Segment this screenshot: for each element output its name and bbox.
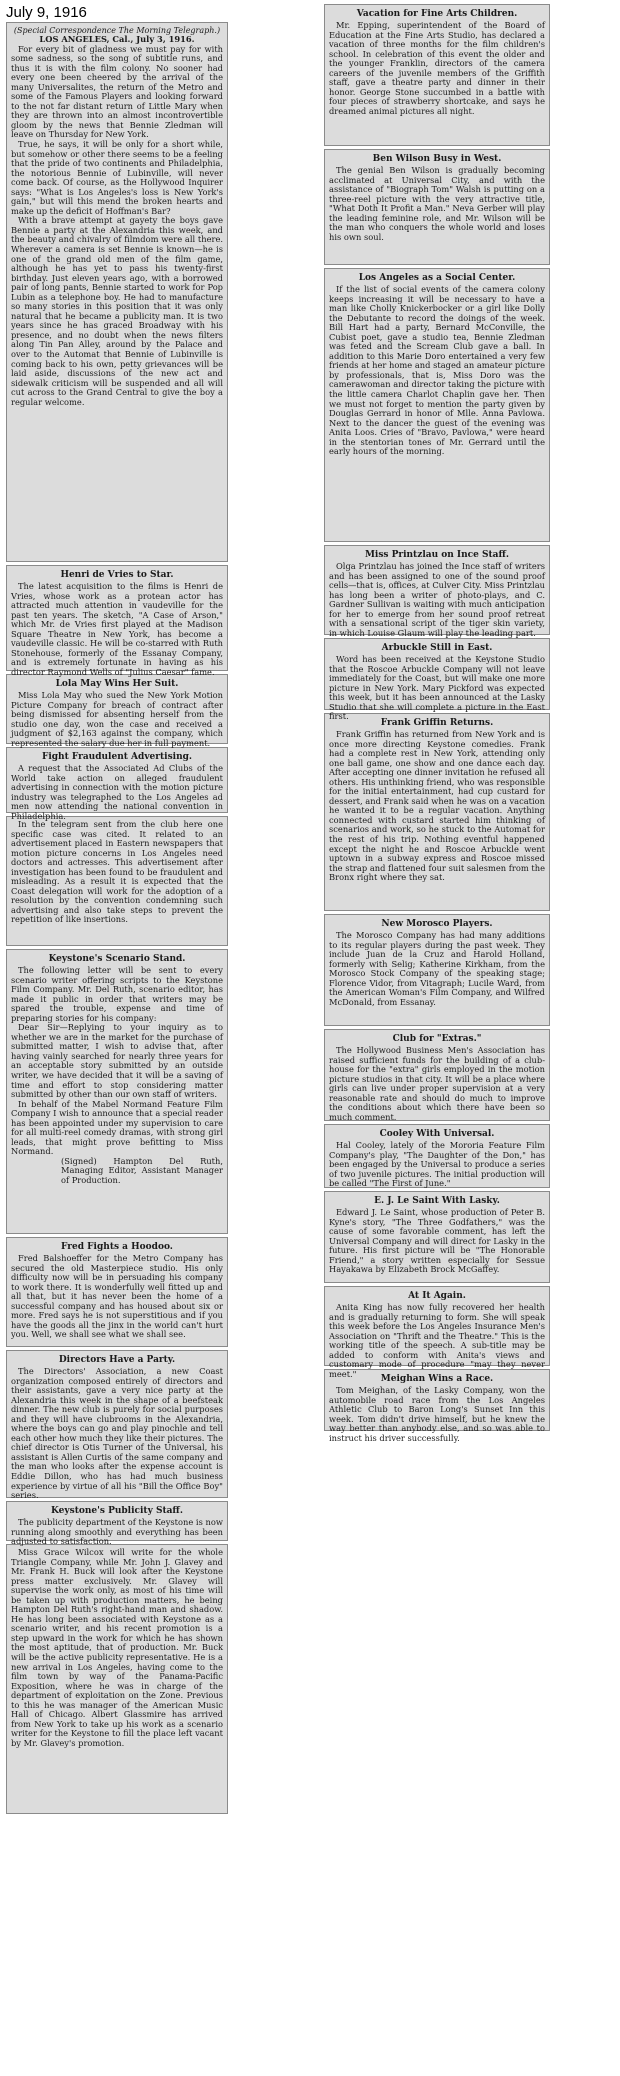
news-clipping bbox=[6, 1501, 228, 1547]
article-paragraph: Miss Lola May who sued the New York Motion Picture Company for breach of contract after being dismissed for absenting herself from the studio one day, won the case and received a judgment of $2,163 against the company, which represented the salary due her in full payment. bbox=[11, 690, 223, 748]
article-paragraph: Dear Sir—Replying to your inquiry as to whether we are in the market for the purchase of submitted matter, I wish to advise that, after having vainly searched for nearly three years for an acceptable story submitted by an outside writer, we have decided that it will be a saving of time and effort to stop considering matter submitted by other than our own staff of writers. bbox=[11, 1022, 223, 1100]
article-paragraph: Mr. Epping, superintendent of the Board of Education at the Fine Arts Studio, has declared a vacation of three months for the film children's school. In celebration of this event the older and the younger Franklin, directors of the camera careers of the juvenile members of the Griffith staff, gave a theatre party and dinner in their honor. George Stone succumbed in a battle with four pieces of strawberry shortcake, and says he dreamed animal pictures all night. bbox=[329, 20, 545, 116]
article-paragraph: (Signed) Hampton Del Ruth, Managing Editor, Assistant Manager of Production. bbox=[61, 1155, 223, 1186]
article-headline: Fight Fraudulent Advertising. bbox=[41, 752, 193, 762]
news-clipping bbox=[6, 1350, 228, 1501]
article-paragraph: The publicity department of the Keystone is now running along smoothly and everything has been adjusted to satisfaction. bbox=[11, 1517, 223, 1547]
article-paragraph: In behalf of the Mabel Normand Feature Film Company I wish to announce that a special reader has been appointed under my supervision to care for all multi-reel comedy dramas, with strong girl leads, that might prove befitting to Miss Normand. bbox=[11, 1098, 223, 1157]
article-paragraph: Anita King has now fully recovered her health and is gradually returning to form. She will speak this week before the Los Angeles Insurance Men's Association on "Thrift and the Theatre." This is the working title of the speech. A sub-title may be added to conform with Anita's views and customary mode of procedure "may they never meet." bbox=[329, 1302, 545, 1379]
article-paragraph: The Hollywood Business Men's Association has raised sufficient funds for the building of a club-house for the "extra" girls employed in the motion picture studios in that city. It will be a place where girls can live under proper supervision at a very reasonable rate and should do much to improve the conditions about which there have been so much comment. bbox=[329, 1045, 545, 1122]
article-headline: Los Angeles as a Social Center. bbox=[358, 273, 516, 283]
news-clipping bbox=[6, 949, 228, 1234]
article-paragraph: Fred Balshoeffer for the Metro Company has secured the old Masterpiece studio. His only difficulty now will be in persuading his company to work there. It is wonderfully well fitted up and all that, but it has never been the home of a successful company and has housed about six or more. Fred says he is not superstitious and if you have the goods all the jinx in the world can't hurt you. Well, we shall see what we shall see. bbox=[11, 1253, 223, 1340]
news-clipping bbox=[324, 1369, 550, 1443]
article-headline: Fred Fights a Hoodoo. bbox=[61, 1242, 173, 1252]
news-clipping bbox=[324, 1029, 550, 1121]
article-headline: Club for "Extras." bbox=[392, 1034, 482, 1044]
article-paragraph: A request that the Associated Ad Clubs of the World take action on alleged fraudulent advertising in connection with the motion picture industry was telegraphed to the Los Angeles ad men now attending the national convention in Philadelphia. bbox=[11, 763, 223, 821]
article-paragraph: True, he says, it will be only for a short while, but somehow or other there seems to be a feeling that the pride of two continents and Philadelphia, the notorious Bennie of Lubinville, will never come back. Of course, as the Hollywood Inquirer says: "What is Los Angeles's loss is New York's gain," but will this mend the broken hearts and make up the deficit of Hoffman's Bar? bbox=[11, 138, 223, 216]
news-clipping bbox=[324, 545, 550, 638]
correspondence-byline: (Special Correspondence The Morning Telegraph.) bbox=[13, 26, 221, 35]
news-clipping bbox=[6, 674, 228, 748]
article-paragraph: Word has been received at the Keystone Studio that the Roscoe Arbuckle Company will not leave immediately for the Coast, but will make one more picture in New York. Mary Pickford was expected this week, but it has been announced at the Lasky Studio that she will complete a picture in the East first. bbox=[329, 654, 545, 722]
article-dateline: LOS ANGELES, Cal., July 3, 1916. bbox=[39, 34, 195, 44]
news-clipping bbox=[6, 747, 228, 821]
right-column bbox=[324, 4, 550, 1443]
article-paragraph: The Morosco Company has had many additions to its regular players during the past week. They include Juan de la Cruz and Harold Holland, formerly with Selig; Katherine Kirkham, from the Morosco Stock Company of the speaking stage; Florence Vidor, from Vitagraph; Lucile Ward, from the American Woman's Film Company, and Wilfred McDonald, from Essanay. bbox=[329, 930, 545, 1007]
article-headline: Directors Have a Party. bbox=[58, 1355, 176, 1365]
news-clipping bbox=[324, 713, 550, 911]
news-clipping bbox=[6, 816, 228, 946]
article-headline: At It Again. bbox=[408, 1291, 466, 1301]
news-clipping bbox=[6, 1544, 228, 1814]
article-headline: Frank Griffin Returns. bbox=[380, 718, 494, 728]
article-headline: Henri de Vries to Star. bbox=[60, 570, 174, 580]
left-column bbox=[6, 22, 228, 1817]
article-paragraph: Frank Griffin has returned from New York and is once more directing Keystone comedies. Frank had a complete rest in New York, attending only one ball game, one show and one dance each day. After accepting one dinner invitation he refused all others. His unthinking friend, who was responsible for the initial entertainment, had cup custard for dessert, and Frank said when he was on a vacation he wanted it to be a regular vacation. Anything connected with custard started him thinking of scenarios and work, so he stuck to the Automat for the rest of his trip. Nothing eventful happened except the night he and Roscoe Arbuckle went uptown in a subway express and Roscoe missed the strap and flattened four suit salesmen from the Bronx right where they sat. bbox=[329, 729, 545, 883]
article-paragraph: With a brave attempt at gayety the boys gave Bennie a party at the Alexandria this week, and the beauty and chivalry of filmdom were all there. Wherever a camera is set Bennie is known—he is one of the grand old men of the film game, although he has yet to pass his twenty-first birthday. Just eleven years ago, with a borrowed pair of long pants, Bennie started to work for Pop Lubin as a telephone boy. He had to manufacture so many stories in this position that it was only natural that he became a publicity man. It is two years since he has graced Broadway with his presence, and no doubt when the news filters along Tin Pan Alley, around by the Palace and over to the Automat that Bennie of Lubinville is coming back to his own, petty grievances will be laid aside, discussions of the new act and sidewalk criticism will be suspended and all will cut across to the Grand Central to give the boy a regular welcome. bbox=[11, 215, 223, 407]
article-paragraph: Tom Meighan, of the Lasky Company, won the automobile road race from the Los Angeles Athletic Club to Baron Long's Sunset Inn this week. Tom didn't drive himself, but he knew the way better than anybody else, and so was able to instruct his driver successfully. bbox=[329, 1385, 545, 1443]
article-headline: Arbuckle Still in East. bbox=[381, 643, 493, 653]
news-clipping bbox=[324, 4, 550, 146]
news-clipping bbox=[324, 1124, 550, 1188]
news-clipping bbox=[324, 268, 550, 542]
article-paragraph: The following letter will be sent to every scenario writer offering scripts to the Keystone Film Company. Mr. Del Ruth, scenario editor, has made it public in order that writers may be spared the trouble, expense and time of preparing stories for his company: bbox=[11, 965, 223, 1023]
article-paragraph: Olga Printzlau has joined the Ince staff of writers and has been assigned to one of the sound proof cells—that is, offices, at Culver City. Miss Printzlau has long been a writer of photo-plays, and C. Gardner Sullivan is waiting with much anticipation for her to emerge from her sound proof retreat with a sensational script of the tiger skin variety, in which Louise Glaum will play the leading part. bbox=[329, 561, 545, 638]
article-paragraph: The genial Ben Wilson is gradually becoming acclimated at Universal City, and with the assistance of "Biograph Tom" Walsh is putting on a three-reel picture with the very attractive title, "What Doth It Profit a Man." Neva Gerber will play the leading feminine role, and Mr. Wilson will be the man who conquers the whole world and loses his own soul. bbox=[329, 165, 545, 242]
news-clipping bbox=[6, 565, 228, 677]
article-paragraph: In the telegram sent from the club here one specific case was cited. It related to an advertisement placed in Eastern newspapers that motion picture concerns in Los Angeles need doctors and actresses. This advertisement after investigation has been found to be fraudulent and misleading. As a result it is expected that the Coast delegation will work for the adoption of a resolution by the convention condemning such advertising and also take steps to prevent the repetition of like insertions. bbox=[11, 819, 223, 925]
article-paragraph: The latest acquisition to the films is Henri de Vries, whose work as a protean actor has attracted much attention in vaudeville for the past ten years. The sketch, "A Case of Arson," which Mr. de Vries first played at the Madison Square Theatre in New York, has become a vaudeville classic. He will be co-starred with Ruth Stonehouse, formerly of the Essanay Company, and is extremely fortunate in having as his director Raymond Wells of "Julius Caesar" fame. bbox=[11, 581, 223, 677]
article-headline: Miss Printzlau on Ince Staff. bbox=[364, 550, 510, 560]
news-clipping bbox=[324, 638, 550, 722]
article-paragraph: If the list of social events of the camera colony keeps increasing it will be necessary to have a man like Cholly Knickerbocker or a girl like Dolly the Debutante to record the doings of the week. Bill Hart had a party, Bernard McConville, the Cubist poet, gave a studio tea, Bennie Zledman was feted and the Scream Club gave a ball. In addition to this Marie Doro entertained a very few friends at her home and staged an amateur picture by professionals, that is, Miss Doro was the camerawoman and director taking the picture with the little camera Charlot Chaplin gave her. Then we must not forget to mention the party given by Douglas Gerrard in honor of Mlle. Anna Pavlowa. Next to the dancer the guest of the evening was Anita Loos. Cries of "Bravo, Pavlowa," were heard in the stentorian tones of Mr. Gerrard until the early hours of the morning. bbox=[329, 284, 545, 457]
article-paragraph: Miss Grace Wilcox will write for the whole Triangle Company, while Mr. John J. Glavey and Mr. Frank H. Buck will look after the Keystone press matter exclusively. Mr. Glavey will supervise the work only, as most of his time will be taken up with production matters, he being Hampton Del Ruth's right-hand man and shadow. He has long been associated with Keystone as a scenario writer, and his recent promotion is a step upward in the work for which he has shown the most aptitude, that of production. Mr. Buck will be the active publicity representative. He is a new arrival in Los Angeles, having come to the film town by way of the Panama-Pacific Exposition, where he was in charge of the department of exploitation on the Zone. Previous to this he was manager of the American Music Hall of Chicago. Albert Glassmire has arrived from New York to take up his work as a scenario writer for the Keystone to fill the place left vacant by Mr. Glavey's promotion. bbox=[11, 1547, 223, 1748]
article-headline: E. J. Le Saint With Lasky. bbox=[374, 1196, 500, 1206]
article-paragraph: For every bit of gladness we must pay for with some sadness, so the song of subtitle runs, and thus it is with the film colony. No sooner had every one been cheered by the arrival of the many Universalites, the return of the Metro and some of the Famous Players and looking forward to the not far distant return of Little Mary when they are thrown into an almost incontrovertible gloom by the news that Bennie Zledman will leave on Thursday for New York. bbox=[11, 43, 223, 140]
news-clipping bbox=[6, 1237, 228, 1347]
article-headline: Lola May Wins Her Suit. bbox=[55, 679, 179, 689]
article-headline: Keystone's Publicity Staff. bbox=[51, 1506, 183, 1516]
article-headline: Vacation for Fine Arts Children. bbox=[356, 9, 518, 19]
article-paragraph: Edward J. Le Saint, whose production of Peter B. Kyne's story, "The Three Godfathers," was the cause of some favorable comment, has left the Universal Company and will direct for Lasky in the future. His first picture will be "The Honorable Friend," a story written especially for Sessue Hayakawa by Elizabeth Brock McGaffey. bbox=[329, 1207, 545, 1275]
article-headline: Ben Wilson Busy in West. bbox=[372, 154, 502, 164]
news-clipping bbox=[324, 1191, 550, 1283]
article-headline: Meighan Wins a Race. bbox=[380, 1374, 494, 1384]
article-headline: New Morosco Players. bbox=[381, 919, 493, 929]
article-paragraph: The Directors' Association, a new Coast organization composed entirely of directors and their assistants, gave a very nice party at the Alexandria this week in the shape of a beefsteak dinner. The new club is purely for social purposes and they will have clubrooms in the Alexandria, where the boys can go and play pinochle and tell each other how much they like their pictures. The chief director is Otis Turner of the Universal, his assistant is Allen Curtis of the same company and the man who looks after the expense account is Eddie Dillon, who has had much business experience by virtue of all his "Bill the Office Boy" series. bbox=[11, 1366, 223, 1501]
news-clipping bbox=[324, 149, 550, 265]
article-paragraph: Hal Cooley, lately of the Mororia Feature Film Company's play, "The Daughter of the Don," has been engaged by the Universal to produce a series of two juvenile pictures. The initial production will be called "The First of June." bbox=[329, 1140, 545, 1189]
news-clipping bbox=[324, 914, 550, 1026]
page-date: July 9, 1916 bbox=[6, 4, 87, 21]
news-clipping bbox=[6, 22, 228, 562]
article-headline: Cooley With Universal. bbox=[379, 1129, 495, 1139]
article-headline: Keystone's Scenario Stand. bbox=[48, 954, 186, 964]
